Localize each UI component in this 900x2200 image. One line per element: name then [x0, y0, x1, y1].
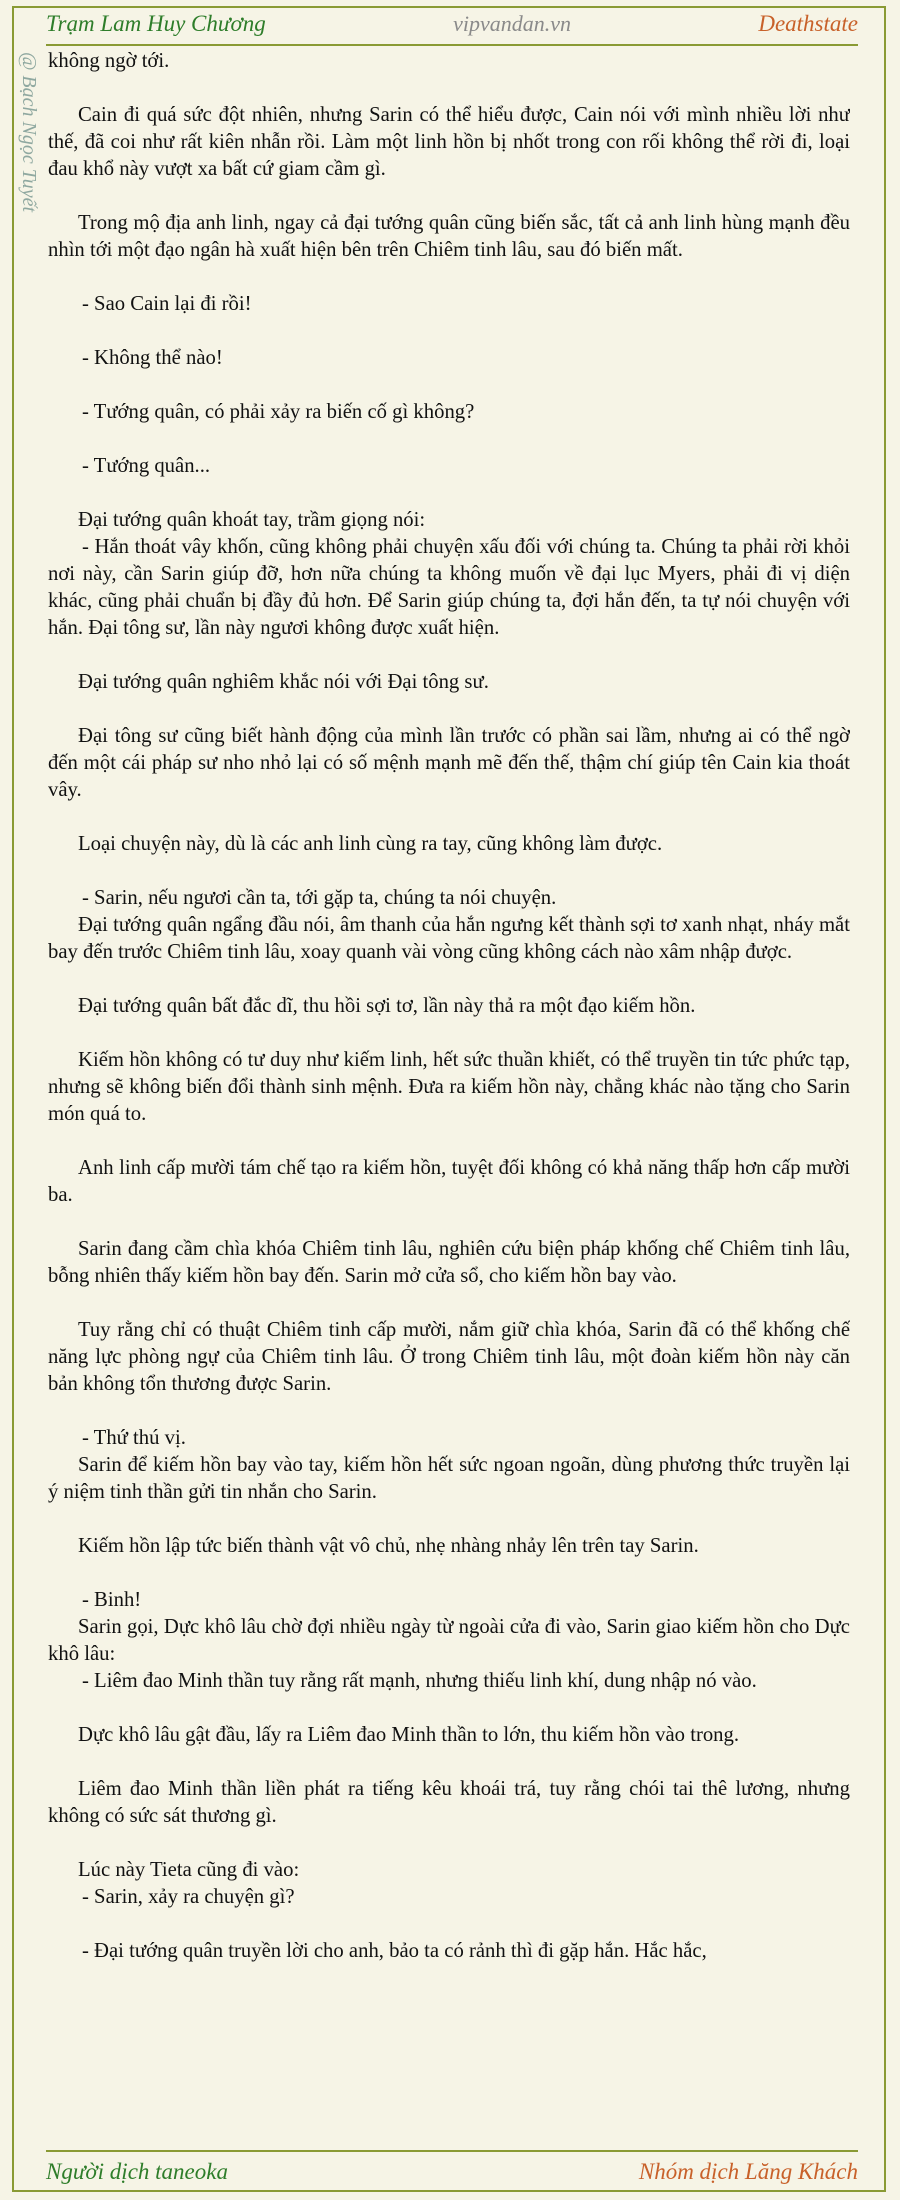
paragraph: Sarin đang cầm chìa khóa Chiêm tinh lâu, nghiên cứu biện pháp khống chế Chiêm tinh lâu, bỗng nhiên thấy kiếm hồn bay đến. Sarin mở cửa sổ, cho kiếm hồn bay vào. [48, 1238, 850, 1287]
paragraph: Kiếm hồn lập tức biến thành vật vô chủ, nhẹ nhàng nhảy lên trên tay Sarin. [78, 1535, 699, 1557]
page-header [46, 6, 858, 42]
chapter-body [48, 48, 850, 2146]
paragraph: Anh linh cấp mười tám chế tạo ra kiếm hồn, tuyệt đối không có khả năng thấp hơn cấp mười ba. [48, 1157, 850, 1206]
header-source-title: Trạm Lam Huy Chương [46, 11, 266, 36]
paragraph: Sarin gọi, Dực khô lâu chờ đợi nhiều ngày từ ngoài cửa đi vào, Sarin giao kiếm hồn cho Dực khô lâu: [48, 1616, 850, 1665]
header-website: vipvandan.vn [453, 11, 571, 36]
paragraph: Kiếm hồn không có tư duy như kiếm linh, hết sức thuần khiết, có thể truyền tin tức phức tạp, nhưng sẽ không biến đổi thành sinh mệnh. Đưa ra kiếm hồn này, chẳng khác nào tặng cho Sarin món quá to. [48, 1049, 850, 1125]
footer-group: Nhóm dịch Lăng Khách [638, 2159, 858, 2184]
dialogue-line: - Đại tướng quân truyền lời cho anh, bảo ta có rảnh thì đi gặp hắn. Hắc hắc, [82, 1940, 707, 1962]
paragraph: Trong mộ địa anh linh, ngay cả đại tướng quân cũng biến sắc, tất cả anh linh hùng mạnh đều nhìn tới một đạo ngân hà xuất hiện bên trên Chiêm tinh lâu, sau đó biến mất. [48, 212, 850, 261]
paragraph: Loại chuyện này, dù là các anh linh cùng ra tay, cũng không làm được. [78, 833, 663, 855]
header-book-title: Deathstate [758, 11, 858, 36]
dialogue-line: - Liêm đao Minh thần tuy rằng rất mạnh, nhưng thiếu linh khí, dung nhập nó vào. [82, 1670, 757, 1692]
paragraph: Đại tướng quân khoát tay, trầm giọng nói: [78, 509, 426, 531]
paragraph: Đại tông sư cũng biết hành động của mình lần trước có phần sai lầm, nhưng ai có thể ngờ đến một cái pháp sư nho nhỏ lại có số mệnh mạnh mẽ đến thế, thậm chí giúp tên Cain kia thoát vây. [48, 725, 850, 801]
header-rule [46, 44, 858, 46]
dialogue-line: - Binh! [82, 1589, 142, 1611]
paragraph: Liêm đao Minh thần liền phát ra tiếng kêu khoái trá, tuy rằng chói tai thê lương, nhưng không có sức sát thương gì. [48, 1778, 850, 1827]
paragraph: Dực khô lâu gật đầu, lấy ra Liêm đao Minh thần to lớn, thu kiếm hồn vào trong. [78, 1724, 740, 1746]
dialogue-line: - Tướng quân, có phải xảy ra biến cố gì không? [82, 401, 475, 423]
dialogue-line: - Sarin, nếu ngươi cần ta, tới gặp ta, chúng ta nói chuyện. [82, 887, 557, 909]
page-footer [46, 2154, 858, 2190]
paragraph: Đại tướng quân nghiêm khắc nói với Đại tông sư. [78, 671, 489, 693]
paragraph: Đại tướng quân bất đắc dĩ, thu hồi sợi tơ, lần này thả ra một đạo kiếm hồn. [78, 995, 696, 1017]
dialogue-line: - Sarin, xảy ra chuyện gì? [82, 1886, 295, 1908]
paragraph: Cain đi quá sức đột nhiên, nhưng Sarin có thể hiểu được, Cain nói với mình nhiều lời như thế, đã coi như rất kiên nhẫn rồi. Làm một linh hồn bị nhốt trong con rối không thể rời đi, loại đau khổ này vượt xa bất cứ giam cầm gì. [48, 104, 850, 180]
paragraph: Tuy rằng chỉ có thuật Chiêm tinh cấp mười, nắm giữ chìa khóa, Sarin đã có thể khống chế năng lực phòng ngự của Chiêm tinh lâu. Ở trong Chiêm tinh lâu, một đoàn kiếm hồn này căn bản không tổn thương được Sarin. [48, 1319, 850, 1395]
footer-translator: Người dịch taneoka [46, 2159, 228, 2184]
paragraph: Sarin để kiếm hồn bay vào tay, kiếm hồn hết sức ngoan ngoãn, dùng phương thức truyền lại ý niệm tinh thần gửi tin nhắn cho Sarin. [48, 1454, 850, 1503]
dialogue-line: - Không thể nào! [82, 347, 223, 369]
dialogue-line: - Thứ thú vị. [82, 1427, 186, 1449]
dialogue-line: - Hắn thoát vây khốn, cũng không phải chuyện xấu đối với chúng ta. Chúng ta phải rời khỏi nơi này, cần Sarin giúp đỡ, hơn nữa chúng ta không muốn về đại lục Myers, phải đi vị diện khác, cũng phải chuẩn bị đầy đủ hơn. Để Sarin giúp chúng ta, đợi hắn đến, ta tự nói chuyện với hắn. Đại tông sư, lần này ngươi không được xuất hiện. [48, 536, 850, 639]
paragraph: Đại tướng quân ngẩng đầu nói, âm thanh của hắn ngưng kết thành sợi tơ xanh nhạt, nháy mắt bay đến trước Chiêm tinh lâu, xoay quanh vài vòng cũng không cách nào xâm nhập được. [48, 914, 850, 963]
dialogue-line: - Tướng quân... [82, 455, 211, 477]
paragraph: Lúc này Tieta cũng đi vào: [78, 1859, 300, 1881]
footer-rule [46, 2150, 858, 2152]
side-watermark: @ Bạch Ngọc Tuyết [18, 52, 40, 213]
dialogue-line: - Sao Cain lại đi rồi! [82, 293, 252, 315]
paragraph: không ngờ tới. [48, 50, 170, 72]
